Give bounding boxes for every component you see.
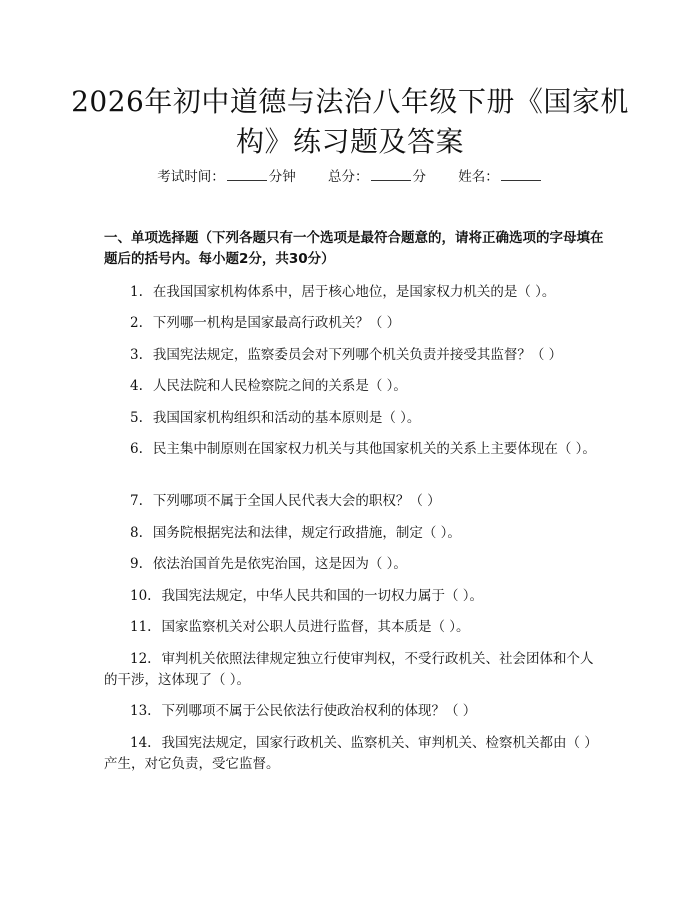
question-number: 2. [130,315,143,331]
total-score-label: 总分： [328,169,369,185]
total-score-unit: 分 [412,169,426,185]
question-item [104,491,598,512]
total-score-blank [371,168,411,181]
question-item [104,376,598,397]
question-number: 8. [130,525,143,541]
document-title: 2026年初中道德与法治八年级下册《国家机构》练习题及答案 [71,85,629,158]
question-text: 在我国国家机构体系中，居于核心地位，是国家权力机关的是（ ）。 [152,284,556,300]
question-item [104,408,598,429]
question-number: 12. [130,651,152,667]
question-number: 5. [130,410,143,426]
question-text: 下列哪项不属于公民依法行使政治权利的体现？（ ） [161,703,477,719]
exam-time-unit: 分钟 [268,169,296,185]
question-text: 我国宪法规定，中华人民共和国的一切权力属于（ ）。 [161,588,484,604]
question-text: 民主集中制原则在国家权力机关与其他国家机关的关系上主要体现在（ ）。 [152,441,596,457]
question-number: 6. [130,441,143,457]
question-item [104,701,598,722]
question-item [104,733,598,775]
question-number: 1. [130,284,143,300]
student-name [458,169,543,185]
question-text: 审判机关依照法律规定独立行使审判权，不受行政机关、社会团体和个人的干涉，这体现了（ ）。 [104,651,594,688]
question-number: 11. [130,619,152,635]
question-number: 4. [130,378,143,394]
question-text: 我国宪法规定，监察委员会对下列哪个机关负责并接受其监督？（ ） [152,347,563,363]
question-text: 下列哪一机构是国家最高行政机关？（ ） [152,315,401,331]
student-name-label: 姓名： [458,169,499,185]
question-item [104,282,598,303]
question-number: 13. [130,703,152,719]
exam-time-blank [227,168,267,181]
question-number: 10. [130,588,152,604]
question-number: 14. [130,735,152,751]
question-text: 下列哪项不属于全国人民代表大会的职权？（ ） [152,493,441,509]
exam-time-label: 考试时间： [157,169,225,185]
exam-info [0,168,700,186]
question-item [104,617,598,638]
question-text: 我国宪法规定，国家行政机关、监察机关、审判机关、检察机关都由（ ）产生，对它负责，受它监督。 [104,735,598,772]
question-item [104,554,598,575]
question-item [104,649,598,691]
student-name-blank [501,168,541,181]
question-item [104,313,598,334]
section-heading: 一、单项选择题（下列各题只有一个选项是最符合题意的，请将正确选项的字母填在题后的括号内。每小题2分，共30分） [104,230,604,267]
question-item [104,586,598,607]
question-number: 7. [130,493,143,509]
question-text: 人民法院和人民检察院之间的关系是（ ）。 [152,378,407,394]
total-score [328,169,426,185]
question-text: 我国国家机构组织和活动的基本原则是（ ）。 [152,410,421,426]
exam-time [157,169,296,185]
question-item [104,439,598,460]
question-item [104,345,598,366]
question-item [104,523,598,544]
question-text: 国家监察机关对公职人员进行监督，其本质是（ ）。 [161,619,470,635]
question-number: 9. [130,556,143,572]
question-text: 依法治国首先是依宪治国，这是因为（ ）。 [152,556,407,572]
question-text: 国务院根据宪法和法律，规定行政措施，制定（ ）。 [152,525,461,541]
question-number: 3. [130,347,143,363]
